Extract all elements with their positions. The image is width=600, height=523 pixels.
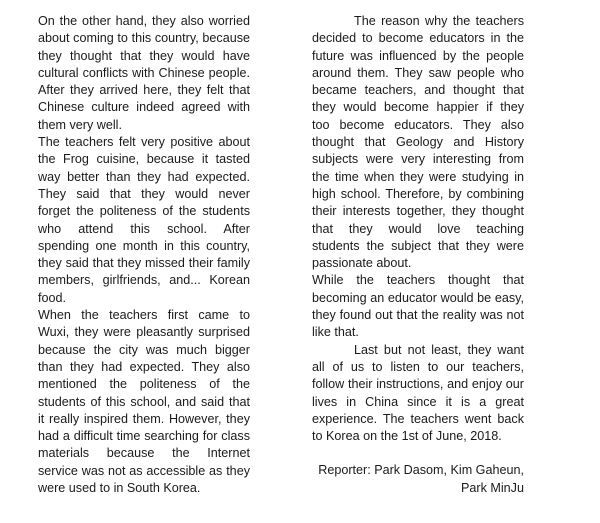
right-column bbox=[312, 13, 524, 497]
left-column bbox=[38, 13, 250, 497]
reporter-byline: Reporter: Park Dasom, Kim Gaheun, Park MinJu bbox=[318, 463, 524, 495]
paragraph: When the teachers first came to Wuxi, they were pleasantly surprised because the city was much bigger than they had expected. They also mentioned the politeness of the students of this school, and said that it really inspired them. However, they had a difficult time searching for class materials because the Internet service was not as accessible as they were used to in South Korea. bbox=[38, 308, 250, 496]
paragraph: The teachers felt very positive about the Frog cuisine, because it tasted way better than they had expected. They said that they would never forget the politeness of the students who attend this school. After spending one month in this country, they said that they missed their family members, girlfriends, and... Korean food. bbox=[38, 135, 250, 305]
paragraph: Last but not least, they want all of us to listen to our teachers, follow their instructions, and enjoy our lives in China since it is a great experience. The teachers went back to Korea on the 1st of June, 2018. bbox=[312, 342, 524, 444]
paragraph: While the teachers thought that becoming an educator would be easy, they found out that the reality was not like that. bbox=[312, 273, 524, 340]
paragraph: On the other hand, they also worried about coming to this country, because they thought that they would have cultural conflicts with Chinese people. After they arrived here, they felt that Chinese culture indeed agreed with them very well. bbox=[38, 14, 250, 132]
paragraph: The reason why the teachers decided to become educators in the future was influenced by the people around them. They saw people who became teachers, and thought that they would become happier if they too become educators. They also thought that Geology and History subjects were very interesting from the time when they were studying in high school. Therefore, by combining their interests together, they thought that they would love teaching students the subject that they were passionate about. bbox=[312, 14, 524, 271]
